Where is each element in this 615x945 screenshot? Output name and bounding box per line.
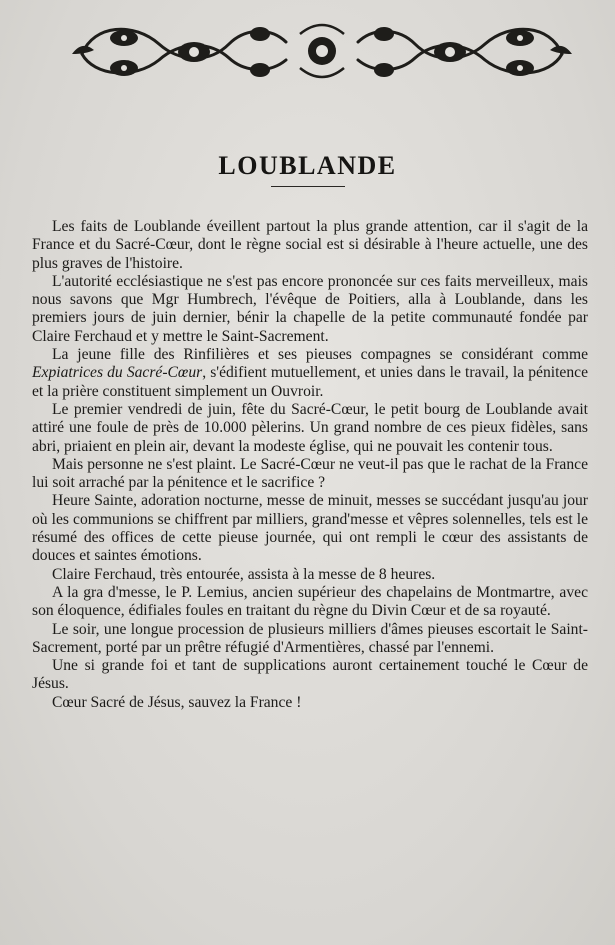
- article-paragraph: L'autorité ecclésiastique ne s'est pas encore prononcée sur ces faits merveilleux, mais nous savons que Mgr Humbrech, l'évêque de Poitiers, alla à Loublande, dans les premiers jours de juin dernier, bénir la chapelle de la petite communauté fondée par Claire Ferchaud et y mettre le Saint-Sacrement.: [32, 272, 588, 345]
- article-body: [32, 218, 588, 712]
- article-paragraph: Une si grande foi et tant de supplications auront certainement touché le Cœur de Jésus.: [32, 657, 588, 693]
- article-paragraph: Claire Ferchaud, très entourée, assista à la messe de 8 heures.: [52, 565, 436, 583]
- article-paragraph: La jeune fille des Rinfilières et ses pieuses compagnes se considérant comme Expiatrices du Sacré-Cœur, s'édifient mutuellement, et unies dans le travail, la pénitence et la prière constituent simplement un Ouvroir.: [32, 346, 588, 400]
- article-paragraph: Mais personne ne s'est plaint. Le Sacré-Cœur ne veut-il pas que le rachat de la France lui soit arraché par la pénitence et le sacrifice ?: [32, 455, 588, 492]
- article-title: LOUBLANDE: [218, 151, 397, 181]
- floral-scroll-ornament-icon: [64, 14, 580, 86]
- article-paragraph: A la gra d'messe, le P. Lemius, ancien supérieur des chapelains de Montmartre, avec son éloquence, édifiales foules en traitant du règne du Divin Cœur et de sa royauté.: [32, 583, 588, 620]
- article-paragraph: Cœur Sacré de Jésus, sauvez la France !: [52, 693, 302, 711]
- article-paragraph: Le soir, une longue procession de plusieurs milliers d'âmes pieuses escortait le Saint-Sacrement, porté par un prêtre réfugié d'Armentières, chassé par l'ennemi.: [32, 620, 588, 656]
- italic-phrase: Expiatrices du Sacré-Cœur: [32, 364, 203, 382]
- article-paragraph: Les faits de Loublande éveillent partout la plus grande attention, car il s'agit de la France et du Sacré-Cœur, dont le règne social est si désirable à l'heure actuelle, une des plus graves de l'histoire.: [32, 218, 588, 272]
- title-divider: [271, 186, 345, 187]
- article-paragraph: Le premier vendredi de juin, fête du Sacré-Cœur, le petit bourg de Loublande avait attiré une foule de près de 10.000 pèlerins. Un grand nombre de ces pieux fidèles, sans abri, priaient en plein air, devant la modeste église, qui ne pouvait les contenir tous.: [32, 400, 588, 455]
- article-paragraph: Heure Sainte, adoration nocturne, messe de minuit, messes se succédant jusqu'au jour où les communions se chiffrent par milliers, grand'messe et vêpres solennelles, tels est le résumé des offices de cette pieuse journée, qui ont rempli le cœur des assistants de douces et saintes émotions.: [32, 492, 588, 565]
